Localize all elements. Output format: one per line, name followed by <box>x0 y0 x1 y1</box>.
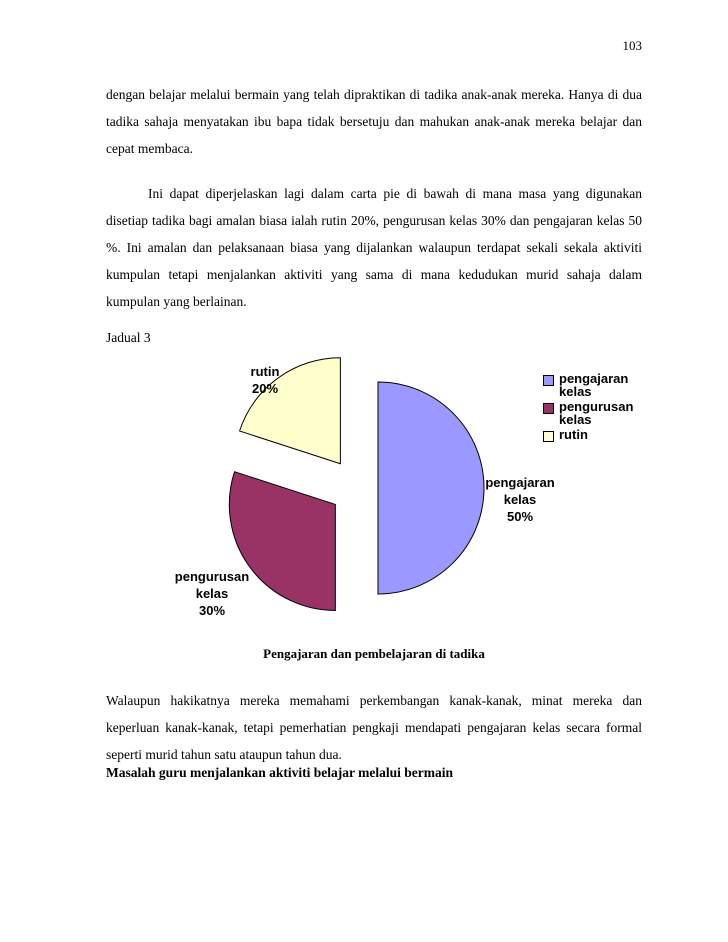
legend-swatch-pengajaran <box>543 375 554 386</box>
label-pengurusan <box>162 568 262 619</box>
paragraph-2: Ini dapat diperjelaskan lagi dalam carta pie di bawah di mana masa yang digunakan disetiap tadika bagi amalan biasa ialah rutin 20%, pengurusan kelas 30% dan pengajaran kelas 50 %. Ini amalan dan pelaksanaan biasa yang dijalankan walaupun terdapat sekali sekala aktiviti kumpulan tetapi menjalankan aktiviti yang sama di mana kedudukan murid sahaja dalam kumpulan yang berlainan. <box>106 186 642 309</box>
label-pengajaran-kelas: kelas <box>503 492 537 507</box>
label-rutin-name: rutin <box>250 364 280 379</box>
legend-text-pengajaran: pengajaran kelas <box>559 371 629 399</box>
label-pengajaran-name: pengajaran <box>485 475 555 490</box>
section-heading: Masalah guru menjalankan aktiviti belajar melalui bermain <box>106 765 454 780</box>
paragraph-3: Walaupun hakikatnya mereka memahami perkembangan kanak-kanak, minat mereka dan keperluan kanak-kanak, tetapi pemerhatian pengkaji mendapati pengajaran kelas secara formal seperti murid tahun satu ataupun tahun dua. <box>106 693 642 762</box>
legend-swatch-rutin <box>543 431 554 442</box>
chart-title: Pengajaran dan pembelajaran di tadika <box>263 646 485 661</box>
label-rutin <box>230 363 300 397</box>
page-number: 103 <box>622 38 642 53</box>
legend-text-pengurusan: pengurusan kelas <box>559 399 634 427</box>
legend-item-pengurusan <box>540 400 645 426</box>
table-label: Jadual 3 <box>106 330 151 345</box>
chart-legend <box>540 372 645 444</box>
label-pengajaran-value: 50% <box>506 509 534 524</box>
pie-slice-pengajaran <box>378 382 484 594</box>
legend-item-rutin <box>540 428 645 442</box>
label-pengajaran <box>470 474 570 525</box>
label-rutin-value: 20% <box>251 381 279 396</box>
paragraph-1: dengan belajar melalui bermain yang telah dipraktikan di tadika anak-anak mereka. Hanya di dua tadika sahaja menyatakan ibu bapa tidak bersetuju dan mahukan anak-anak mereka belajar dan cepat membaca. <box>106 87 642 156</box>
label-pengurusan-value: 30% <box>198 603 226 618</box>
legend-item-pengajaran <box>540 372 645 398</box>
legend-swatch-pengurusan <box>543 403 554 414</box>
legend-text-rutin: rutin <box>559 427 588 442</box>
label-pengurusan-name: pengurusan <box>174 569 250 584</box>
label-pengurusan-kelas: kelas <box>195 586 229 601</box>
